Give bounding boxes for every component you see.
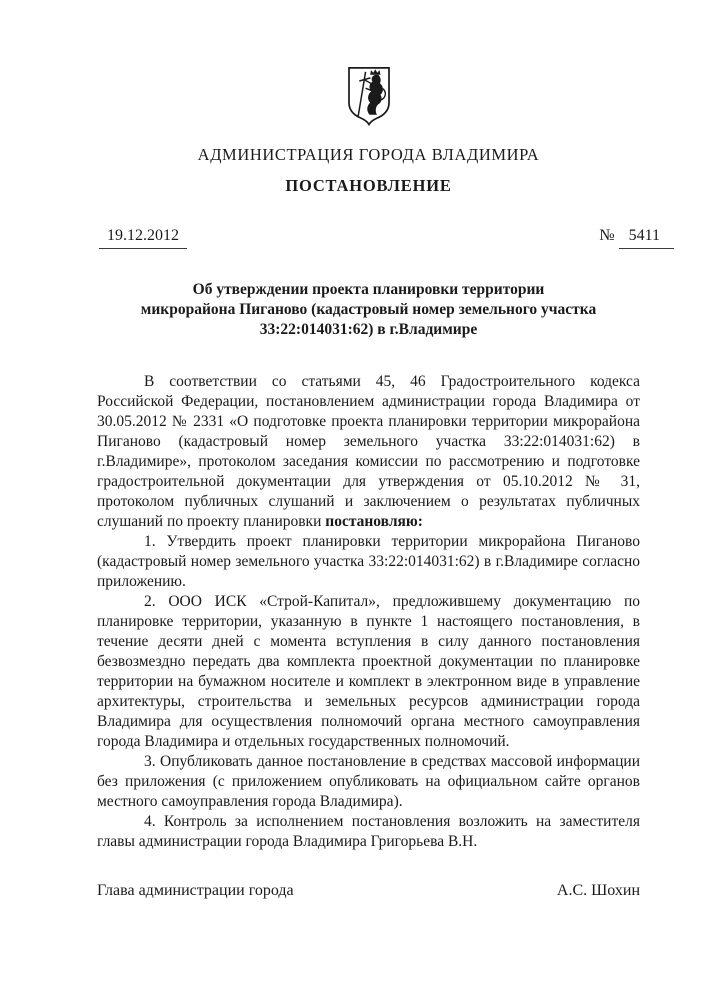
body-paragraph-1: 1. Утвердить проект планировки территории микрорайона Пиганово (кадастровый номер земельного участка 33:22:014031:62) в г.Владимире согласно приложению. bbox=[97, 533, 640, 590]
document-title-line-2: микрорайона Пиганово (кадастровый номер земельного участка bbox=[140, 301, 597, 318]
signature-position: Глава администрации города bbox=[97, 882, 294, 899]
document-number: 5411 bbox=[619, 226, 674, 249]
document-number-label: № bbox=[599, 227, 615, 244]
document-type-heading: ПОСТАНОВЛЕНИЕ bbox=[285, 176, 452, 195]
body-paragraph-2: 2. ООО ИСК «Строй-Капитал», предложившему документацию по планировке территории, указанную в пункте 1 настоящего постановления, в течение десяти дней с момента вступления в силу данного постановления безвозмездно передать два комплекта проектной документации по планировке территории на бумажном носителе и комплект в электронном виде в управление архитектуры, строительства и земельных ресурсов администрации города Владимира для осуществления полномочий органа местного самоуправления города Владимира и отдельных государственных полномочий. bbox=[97, 593, 640, 750]
document-title-line-1: Об утверждении проекта планировки территории bbox=[192, 281, 545, 298]
resolution-keyword: постановляю: bbox=[325, 513, 423, 530]
document-title-line-3: 33:22:014031:62) в г.Владимире bbox=[259, 321, 478, 338]
vladimir-coat-of-arms-icon bbox=[340, 65, 398, 129]
organization-name: АДМИНИСТРАЦИЯ ГОРОДА ВЛАДИМИРА bbox=[197, 145, 540, 164]
signature-name: А.С. Шохин bbox=[556, 882, 640, 899]
intro-text: В соответствии со статьями 45, 46 Градостроительного кодекса Российской Федерации, постановлением администрации города Владимира от 30.05.2012 № 2331 «О подготовке проекта планировки территории микрорайона Пиганово (кадастровый номер земельного участка 33:22:014031:62) в г.Владимире», протоколом заседания комиссии по рассмотрению и подготовке градостроительной документации для утверждения от 05.10.2012 № 31, протоколом публичных слушаний и заключением о результатах публичных слушаний по проекту планировки bbox=[97, 373, 640, 530]
signature-block bbox=[97, 881, 640, 901]
document-body bbox=[97, 372, 640, 852]
document-meta-row bbox=[97, 226, 674, 249]
document-number-field bbox=[599, 226, 674, 249]
document-date: 19.12.2012 bbox=[99, 226, 187, 249]
body-paragraph-4: 4. Контроль за исполнением постановления возложить на заместителя главы администрации города Владимира Григорьева В.Н. bbox=[97, 813, 640, 850]
intro-paragraph bbox=[97, 372, 640, 532]
document-content bbox=[97, 0, 660, 852]
document-title bbox=[97, 280, 640, 340]
body-paragraph-3: 3. Опубликовать данное постановление в средствах массовой информации без приложения (с приложением опубликовать на официальном сайте органов местного самоуправления города Владимира). bbox=[97, 753, 640, 810]
